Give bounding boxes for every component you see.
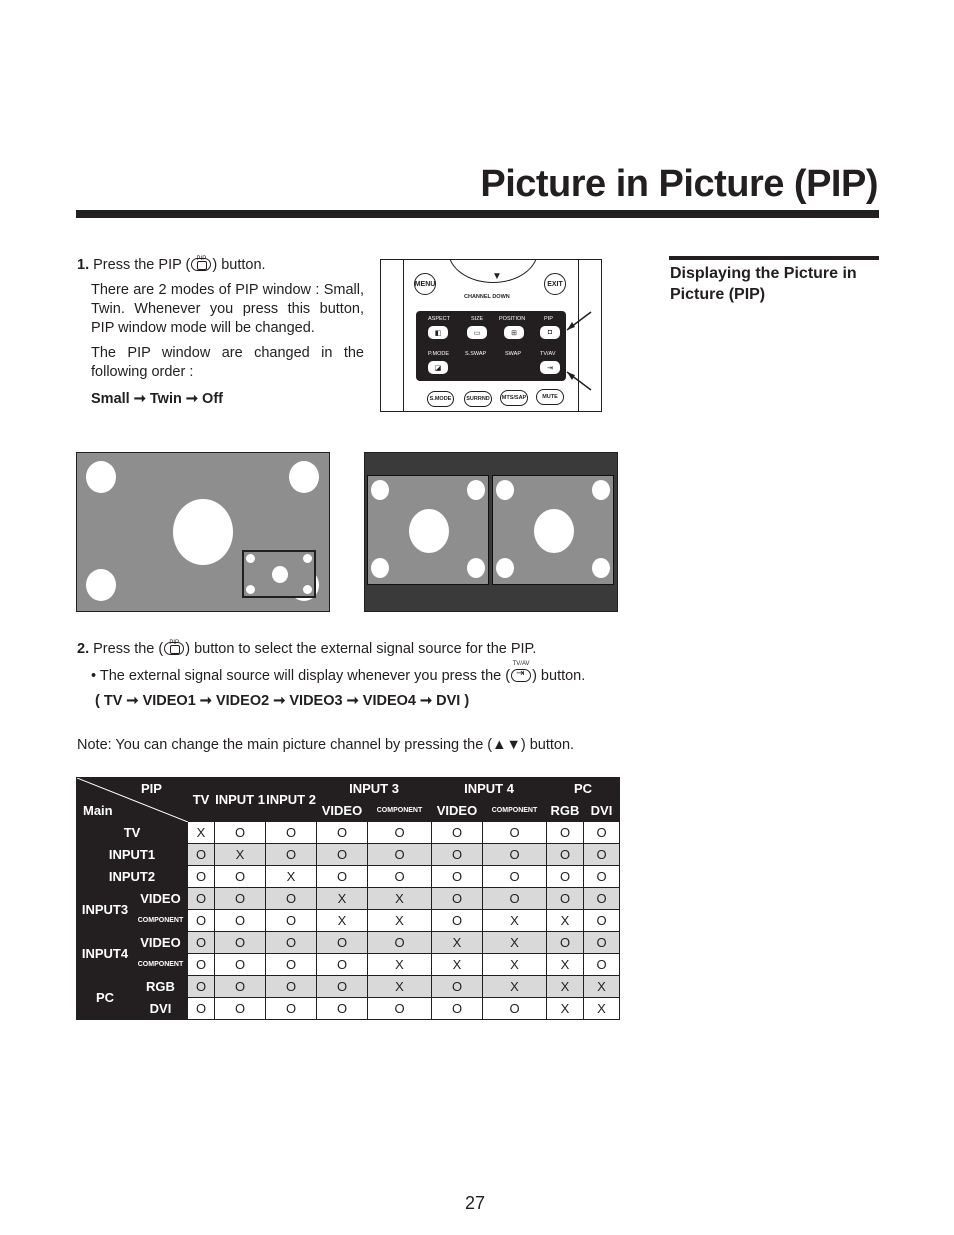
table-row [77,844,620,866]
tvav-button-icon: ⇥ [540,361,560,374]
sub-component: COMPONENT [483,800,547,822]
exit-button: EXIT [544,273,566,295]
size-button-icon: ▭ [467,326,487,339]
position-label: POSITION [499,316,526,322]
table-cell: O [317,954,368,976]
table-cell: X [368,888,432,910]
table-cell: O [188,844,215,866]
col-input2: INPUT 2 [266,778,317,822]
col-tv: TV [188,778,215,822]
table-cell: O [584,866,620,888]
tvav-button-icon [511,661,531,682]
table-row [77,888,620,910]
table-cell: O [215,822,266,844]
table-cell: X [368,910,432,932]
title-rule [76,210,879,218]
pip-button-icon [191,258,211,271]
table-cell: X [368,954,432,976]
table-cell: X [547,976,584,998]
table-cell: O [547,888,584,910]
table-cell: O [188,910,215,932]
mtssap-button: MTS/SAP [500,390,528,406]
screen-circle [303,585,312,594]
pip-button-icon-remote: ◘ [540,326,560,339]
table-cell: O [368,998,432,1020]
table-cell: X [317,888,368,910]
table-cell: O [266,954,317,976]
sub-component: COMPONENT [368,800,432,822]
step2-bullet [91,661,586,684]
table-row [77,976,620,998]
step1-line [77,256,364,275]
pmode-button-icon: ◪ [428,361,448,374]
table-cell: O [266,910,317,932]
sswap-label: S.SWAP [465,351,487,357]
channel-down-label: CHANNEL DOWN [464,294,510,300]
row-sub-rgb: RGB [134,976,188,998]
screen-circle [246,585,255,594]
table-cell: X [432,932,483,954]
pip-button-caption: PIP [169,640,180,646]
smode-button: S.MODE [427,391,454,407]
corner-pip-label: PIP [141,781,162,796]
screen-circle [86,461,116,493]
table-cell: X [483,954,547,976]
screen-circle [496,558,514,578]
pip-button-icon [164,642,184,655]
group-pc: PC [547,778,620,800]
pip-label: PIP [544,316,553,322]
table-cell: O [584,910,620,932]
row-sub-video: VIDEO [134,888,188,910]
table-cell: O [584,822,620,844]
swap-label: SWAP [505,351,521,357]
step1-para1: There are 2 modes of PIP window : Small, Twin. Whenever you press this button, PIP window mode will be changed. [91,282,364,336]
col-input1: INPUT 1 [215,778,266,822]
step1-text-before: Press the PIP ( [93,257,191,273]
note-text: Note: You can change the main picture channel by pressing the (▲▼) button. [77,737,575,753]
row-sub-component: COMPONENT [134,954,188,976]
table-row [77,954,620,976]
table-cell: O [266,888,317,910]
step1-order: Small ➞ Twin ➞ Off [91,391,223,407]
corner-main-label: Main [83,803,113,818]
sub-video: VIDEO [432,800,483,822]
table-cell: O [317,822,368,844]
row-label-input1: INPUT1 [77,844,188,866]
page-number: 27 [465,1193,486,1213]
twin-right-window [492,475,614,585]
row-label-pc: PC [77,976,134,1020]
screen-circle [592,480,610,500]
sidebar-heading: Displaying the Picture in Picture (PIP) [670,265,857,303]
table-cell: O [584,888,620,910]
table-cell: O [368,822,432,844]
position-button-icon: ⊞ [504,326,524,339]
screen-circle [371,480,389,500]
row-sub-video: VIDEO [134,932,188,954]
table-cell: O [368,844,432,866]
table-cell: O [483,888,547,910]
pip-twin-screen [364,452,618,612]
table-cell: O [215,866,266,888]
table-cell: X [317,910,368,932]
table-cell: O [584,954,620,976]
step1-number: 1. [77,257,90,273]
table-cell: X [266,866,317,888]
table-cell: O [266,844,317,866]
screen-circle [371,558,389,578]
bullet-text-after: ) button. [532,668,586,684]
table-cell: O [432,822,483,844]
table-cell: O [188,888,215,910]
table-cell: O [215,954,266,976]
table-cell: X [483,910,547,932]
step2-text-before: Press the ( [93,641,164,657]
table-cell: O [215,932,266,954]
screen-circle [496,480,514,500]
source-sequence: ( TV ➞ VIDEO1 ➞ VIDEO2 ➞ VIDEO3 ➞ VIDEO4 ➞ DVI ) [95,693,470,709]
table-cell: X [547,910,584,932]
table-cell: X [547,998,584,1020]
remote-illustration [380,259,602,412]
table-cell: X [547,954,584,976]
step2-line [77,640,536,659]
table-cell: O [266,976,317,998]
table-cell: O [317,976,368,998]
sub-video: VIDEO [317,800,368,822]
bullet-text-before: • The external signal source will display whenever you press the ( [91,668,511,684]
screen-circle [592,558,610,578]
table-cell: O [317,998,368,1020]
step1-para2: The PIP window are changed in the following order : [91,345,364,380]
tvav-label: TV/AV [540,351,556,357]
row-label-input4: INPUT4 [77,932,134,976]
table-cell: X [483,932,547,954]
pmode-label: P.MODE [428,351,449,357]
table-cell: O [188,932,215,954]
table-cell: O [266,932,317,954]
table-cell: O [317,866,368,888]
table-cell: O [432,844,483,866]
aspect-button-icon: ◧ [428,326,448,339]
row-label-input2: INPUT2 [77,866,188,888]
table-cell: O [432,976,483,998]
table-cell: O [584,932,620,954]
step1-text-after: ) button. [212,257,266,273]
table-cell: O [188,998,215,1020]
corner-cell [77,778,188,822]
sub-dvi: DVI [584,800,620,822]
table-cell: O [317,932,368,954]
table-cell: X [215,844,266,866]
table-cell: O [188,976,215,998]
screen-circle [303,554,312,563]
table-cell: O [547,844,584,866]
tvav-button-caption: TV/AV [512,661,530,667]
size-label: SIZE [471,316,484,322]
table-cell: O [483,844,547,866]
sub-rgb: RGB [547,800,584,822]
group-input3: INPUT 3 [317,778,432,800]
table-cell: O [215,888,266,910]
screen-circle [246,554,255,563]
pip-compatibility-table [76,777,620,1020]
step2-text-after: ) button to select the external signal source for the PIP. [185,641,537,657]
table-cell: O [432,910,483,932]
table-cell: O [188,866,215,888]
table-cell: O [547,822,584,844]
step2-number: 2. [77,641,90,657]
sidebar-rule [669,256,879,260]
table-cell: O [215,976,266,998]
table-cell: X [432,954,483,976]
table-cell: O [432,888,483,910]
table-cell: O [483,866,547,888]
table-row [77,822,620,844]
screen-circle [467,558,485,578]
table-cell: O [432,998,483,1020]
page-title: Picture in Picture (PIP) [480,163,878,205]
table-cell: O [215,998,266,1020]
table-cell: O [547,866,584,888]
table-row [77,998,620,1020]
table-cell: O [317,844,368,866]
screen-circle [409,509,449,553]
pip-button-caption: PIP [196,256,207,262]
aspect-label: ASPECT [428,316,451,322]
table-cell: O [432,866,483,888]
table-cell: O [266,822,317,844]
screen-circle [534,509,574,553]
row-sub-dvi: DVI [134,998,188,1020]
row-label-tv: TV [77,822,188,844]
table-cell: O [584,844,620,866]
surrnd-button: SURRND [464,391,492,407]
table-cell: O [215,910,266,932]
table-row [77,866,620,888]
screen-circle [173,499,233,565]
mute-button: MUTE [536,389,564,405]
table-row [77,932,620,954]
table-cell: X [368,976,432,998]
table-cell: O [266,998,317,1020]
table-cell: O [368,932,432,954]
table-cell: X [584,976,620,998]
group-input4: INPUT 4 [432,778,547,800]
pointer-arrows [381,260,602,412]
table-cell: O [188,954,215,976]
table-cell: X [188,822,215,844]
row-label-input3: INPUT3 [77,888,134,932]
table-cell: O [547,932,584,954]
menu-button: MENU [414,273,436,295]
step1-block [77,256,364,415]
pip-subwindow [242,550,316,598]
down-arrow-icon: ▼ [492,271,502,282]
table-cell: X [584,998,620,1020]
screen-circle [86,569,116,601]
table-cell: O [483,822,547,844]
table-cell: O [368,866,432,888]
screen-circle [467,480,485,500]
pip-small-screen [76,452,330,612]
screen-circle [272,566,288,583]
row-sub-component: COMPONENT [134,910,188,932]
screen-circle [289,461,319,493]
table-cell: X [483,976,547,998]
twin-left-window [367,475,489,585]
table-row [77,910,620,932]
table-cell: O [483,998,547,1020]
